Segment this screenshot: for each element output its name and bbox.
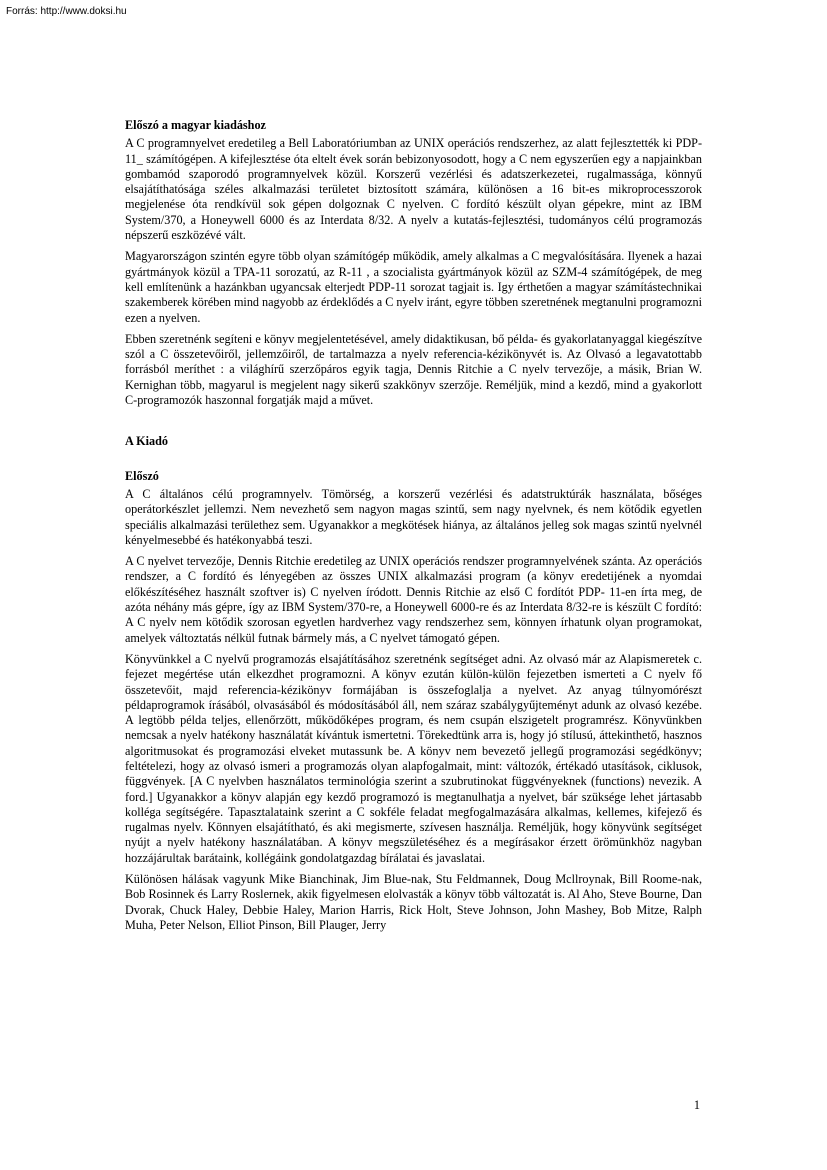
paragraph: Magyarországon szintén egyre több olyan számítógép működik, amely alkalmas a C megvalósítására. Ilyenek a hazai gyártmányok közül a TPA-11 sorozatú, az R-11 , a szocialista gyártmányok közül az SZM-4 számítógépek, de meg kell említenünk a hazánkban ugyancsak elterjedt PDP-11 sorozat tagjait is. Igy érthetően a magyar számítástechnikai szakemberek körében mind nagyobb az érdeklődés a C nyelv iránt, egyre többen szeretnének megtanulni programozni ezen a nyelven. <box>125 249 703 325</box>
page-number: 1 <box>693 1098 700 1112</box>
source-url: Forrás: http://www.doksi.hu <box>6 6 127 17</box>
paragraph: A C nyelvet tervezője, Dennis Ritchie eredetileg az UNIX operációs rendszer programnyelvének szánta. Az operációs rendszer, a C fordító és lényegében az összes UNIX alkalmazási program (a könyv eredetijének a nyomdai előkészítéséhez használt szoftver is) C nyelven íródott. Dennis Ritchie az első C fordítót PDP- 11-en írta meg, de azóta néhány más gépre, így az IBM System/370-re, a Honeywell 6000-re és az Interdata 8/32-re is készült C fordító: A C nyelv nem kötődik szorosan egyetlen hardverhez vagy rendszerhez sem, könnyen írhatunk olyan programokat, amelyek változtatás nélkül futnak bármely más, a C nyelvet támogató gépen. <box>125 554 702 645</box>
paragraph: A C általános célú programnyelv. Tömörség, a korszerű vezérlési és adatstruktúrák használata, bőséges operátorkészlet jellemzi. Nem nevezhető sem nagyon magas szintű, sem nagy nyelvnek, és nem kötődik egyetlen speciális alkalmazási területhez sem. Ugyanakkor a megkötések hiánya, az általános jelleg sok magas szintű nyelvnél kényelmesebbé és hatékonyabbá teszi. <box>125 486 702 547</box>
heading-publisher: A Kiadó <box>125 434 169 449</box>
heading-preface: Előszó <box>125 468 159 483</box>
document-body <box>125 118 702 939</box>
heading-preface-hungarian: Előszó a magyar kiadáshoz <box>125 118 266 132</box>
paragraph: Különösen hálásak vagyunk Mike Bianchinak, Jim Blue-nak, Stu Feldmannek, Doug Mcllroynak, Bill Roome-nak, Bob Rosinnek és Larry Roslernek, akik figyelmesen elolvasták a könyv több változatát is. Al Aho, Steve Bourne, Dan Dvorak, Chuck Haley, Debbie Haley, Marion Harris, Rick Holt, Steve Johnson, John Mashey, Bob Mitze, Ralph Muha, Peter Nelson, Elliot Pinson, Bill Plauger, Jerry <box>125 872 702 932</box>
paragraph: Könyvünkkel a C nyelvű programozás elsajátításához szeretnénk segítséget adni. Az olvasó már az Alapismeretek c. fejezet megértése után elkezdhet programozni. A könyv ezután külön-külön fejezetben ismerteti a C nyelv fő összetevőit, majd referencia-kézikönyv formájában is összefoglalja a nyelvet. Az anyag túlnyomórészt példaprogramok írásából, olvasásából és módosításából áll, nem száraz szabálygyűjteményt adunk az olvasó kezébe. A legtöbb példa teljes, ellenőrzött, működőképes program, és nem csupán elszigetelt programrész. Könyvünkben nemcsak a nyelv hatékony használatát kívántuk ismertetni. Törekedtünk arra is, hogy jó stílusú, áttekinthető, hasznos algoritmusokat és programozási elveket mutassunk be. A könyv nem bevezető jellegű programozási segédkönyv; feltételezi, hogy az olvasó ismeri a programozás olyan alapfogalmait, mint: változók, értékadó utasítások, ciklusok, függvények. [A C nyelvben használatos terminológia szerint a szubrutinokat függvényeknek (functions) nevezik. A ford.] Ugyanakkor a könyv alapján egy kezdő programozó is megtanulhatja a nyelvet, bár szüksége lehet jártasabb kolléga segítségére. Tapasztalataink szerint a C sokféle feladat megfogalmazására alkalmas, kellemes, kifejező és rugalmas nyelv. Könnyen elsajátítható, és aki megismerte, szívesen használja. Reméljük, hogy könyvünk segítséget nyújt a nyelv hatékony használatában. A könyv megszületéséhez és a megírásakor érzett örömünkhöz nagyban hozzájárultak barátaink, kollégáink gondolatgazdag bírálatai és javaslatai. <box>125 651 702 865</box>
paragraph: A C programnyelvet eredetileg a Bell Laboratóriumban az UNIX operációs rendszerhez, az alatt fejlesztették ki PDP-11_ számítógépen. A kifejlesztése óta eltelt évek során bebizonyosodott, hogy a C nem egyszerűen egy a napjainkban gombamód szaporodó programnyelvek közül. Korszerű vezérlési és adatszerkezetei, rugalmassága, könnyű elsajátíthatósága széles alkalmazási területet biztosított számára, különösen a 16 bit-es mikroprocesszorok megjelenése óta rendkívül sok gépen dolgoznak C nyelven. C fordító készült olyan gépekre, mint az IBM System/370, a Honeywell 6000 és az Interdata 8/32. A nyelv a kutatás-fejlesztési, tudományos célú programozás népszerű eszközévé vált. <box>125 136 702 243</box>
paragraph: Ebben szeretnénk segíteni e könyv megjelentetésével, amely didaktikusan, bő példa- és gyakorlatanyaggal kiegészítve szól a C összetevőiről, jellemzőiről, de tartalmazza a nyelv referencia-kézikönyvét is. Az Olvasó a legavatottabb forrásból meríthet : a világhírű szerzőpáros egyik tagja, Dennis Ritchie a C nyelv tervezője, a másik, Brian W. Kernighan több, magyarul is megjelent nagy sikerű szakkönyv szerzője. Reméljük, mind a kezdő, mind a gyakorlott C-programozók haszonnal forgatják majd a művet. <box>125 331 702 408</box>
